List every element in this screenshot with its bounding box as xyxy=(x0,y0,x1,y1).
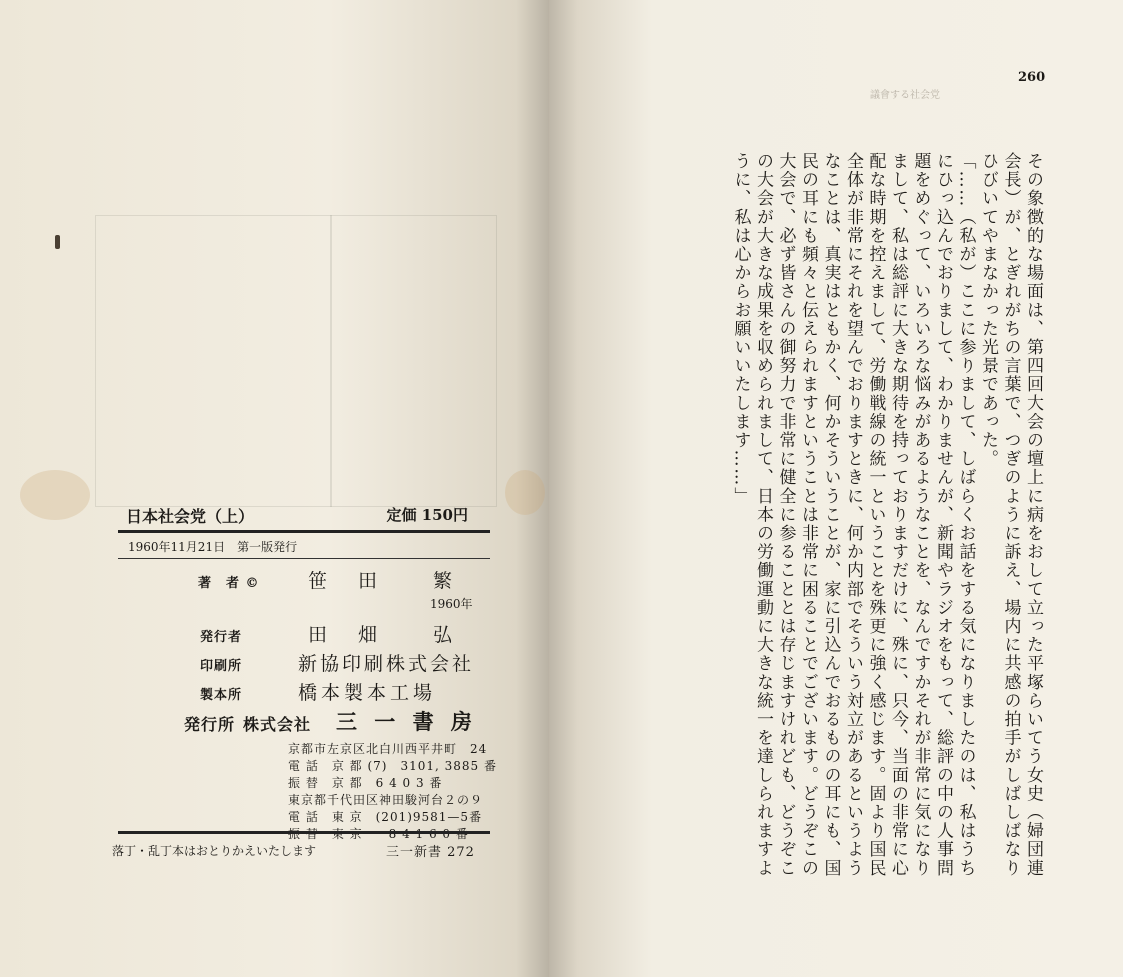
printer-label: 印刷所 xyxy=(200,659,243,674)
publisher-label: 発行者 xyxy=(200,630,243,645)
address-line: 東京都千代田区神田駿河台２の９ xyxy=(288,793,484,807)
printer-name: 新協印刷株式会社 xyxy=(298,653,475,675)
house-label: 発行所 xyxy=(184,715,236,734)
house-prefix: 株式会社 xyxy=(243,715,312,734)
address-line: 電 話 東 京 (201)9581—5番 xyxy=(288,810,483,824)
title-rule xyxy=(118,530,490,533)
show-through-divider xyxy=(330,215,332,507)
date-rule xyxy=(118,558,490,559)
quoted-speech: 「……（私が）ここに参りまして、しばらくお話をする気になりましたのは、私はうちにひっ込んでおりまして、わかりませんが、新聞やラジオをもって、総評の中の人事問題をめぐって、いろいろな悩みがあるようなことを、なんですかそれが非常に気になりまして、私は総評に大きな期待を持っておりますだけに、殊に、只今、当面の非常に心配な時期を控えまして、労働戦線の統一ということを殊更に強く感じます。固より国民全体が非常にそれを望んでおりますときに、何か内部でそういう対立があるというようなことは、真実はともかく、何かそういうことが、家に引込んでおるものの耳にも、国民の耳にも頻々と伝えられますということは非常に困ることでございます。どうぞこの大会で、必ず皆さんの御努力で非常に健全に参ることとは存じますけれども、どうぞこの大会が大きな成果を収められまして、日本の労働運動に大きな統一を達しられますように、私は心からお願いいたします……」 xyxy=(730,152,976,878)
publisher-name: 田 畑 弘 xyxy=(308,624,459,646)
paragraph: その象徴的な場面は、第四回大会の壇上に病をおして立った平塚らいてう女史（婦団連会長）が、とぎれがちの言葉で、つぎのように訴え、場内に共感の拍手がしばしばなりひびいてやまなかった光景であった。 xyxy=(978,152,1043,878)
copyright-year: 1960年 xyxy=(430,597,473,611)
author-name: 笹 田 繁 xyxy=(308,570,459,592)
bottom-rule xyxy=(118,831,490,834)
address-line: 京都市左京区北白川西平井町 24 xyxy=(288,742,488,756)
address-line: 振 替 東 京 8 4 1 6 0 番 xyxy=(288,827,469,841)
show-through-frame xyxy=(95,215,497,507)
page-number: 260 xyxy=(1018,70,1046,85)
series-number: 三一新書 272 xyxy=(386,845,475,860)
address-line: 振 替 京 都 6 4 0 3 番 xyxy=(288,776,443,790)
book-title: 日本社会党（上） xyxy=(126,507,255,526)
binding-mark xyxy=(55,235,60,249)
house-name: 三 一 書 房 xyxy=(336,709,477,734)
stain xyxy=(20,470,90,520)
binder-label: 製本所 xyxy=(200,688,243,703)
vertical-body-text xyxy=(728,152,1044,894)
colophon-page xyxy=(0,0,549,977)
price: 定価 150円 xyxy=(386,506,468,524)
stain xyxy=(505,470,545,515)
address-line: 電 話 京 都 (7) 3101, 3885 番 xyxy=(288,759,497,773)
replacement-notice: 落丁・乱丁本はおとりかえいたします xyxy=(112,844,317,858)
running-head: 議會する社会党 xyxy=(870,90,940,101)
author-label: 著 者 © xyxy=(198,576,260,591)
binder-name: 橋本製本工場 xyxy=(298,682,437,704)
publication-date: 1960年11月21日 第一版発行 xyxy=(128,540,298,554)
